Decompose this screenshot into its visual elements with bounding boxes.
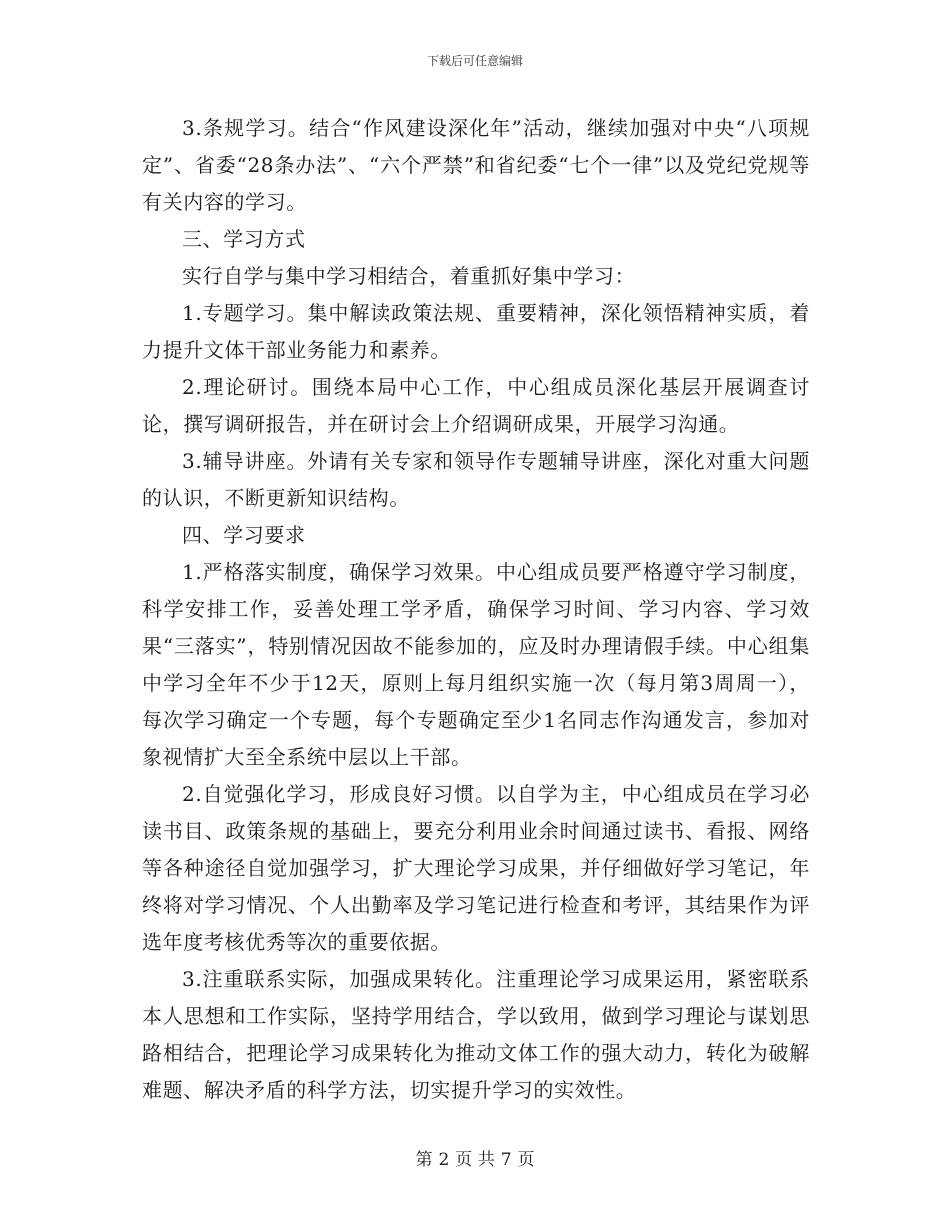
paragraph-lectures: 3.辅导讲座。外请有关专家和领导作专题辅导讲座，深化对重大问题的认识，不断更新知识结构。 xyxy=(142,449,810,510)
footer-middle: 页 共 xyxy=(455,1150,495,1170)
total-pages-number: 7 xyxy=(500,1150,512,1170)
section-heading-study-methods: 三、学习方式 xyxy=(182,227,306,251)
footer-prefix: 第 xyxy=(415,1150,433,1170)
paragraph-requirement-2: 2.自觉强化学习，形成良好习惯。以自学为主，中心组成员在学习必读书目、政策条规的基础上，要充分利用业余时间通过读书、看报、网络等各种途径自觉加强学习，扩大理论学习成果，并仔细做好学习笔记，年终将对学习情况、个人出勤率及学习笔记进行检查和考评，其结果作为评选年度考核优秀等次的重要依据。 xyxy=(142,782,810,954)
paragraph-requirement-1: 1.严格落实制度，确保学习效果。中心组成员要严格遵守学习制度，科学安排工作，妥善处理工学矛盾，确保学习时间、学习内容、学习效果“三落实”，特别情况因故不能参加的，应及时办理请假手续。中心组集中学习全年不少于12天，原则上每月组织实施一次（每月第3周周一），每次学习确定一个专题，每个专题确定至少1名同志作沟通发言，参加对象视情扩大至全系统中层以上干部。 xyxy=(142,560,810,769)
page-footer xyxy=(0,1145,950,1170)
paragraph-regulation-study: 3.条规学习。结合“作风建设深化年”活动，继续加强对中央“八项规定”、省委“28条办法”、“六个严禁”和省纪委“七个一律”以及党纪党规等有关内容的学习。 xyxy=(142,116,810,214)
paragraph-requirement-3: 3.注重联系实际，加强成果转化。注重理论学习成果运用，紧密联系本人思想和工作实际，坚持学用结合，学以致用，做到学习理论与谋划思路相结合，把理论学习成果转化为推动文体工作的强大动力，转化为破解难题、解决矛盾的科学方法，切实提升学习的实效性。 xyxy=(142,967,810,1102)
footer-suffix: 页 xyxy=(517,1150,535,1170)
current-page-number: 2 xyxy=(438,1150,450,1170)
page-header: 下载后可任意编辑 xyxy=(426,54,523,68)
paragraph-topic-study: 1.专题学习。集中解读政策法规、重要精神，深化领悟精神实质，着力提升文体干部业务能力和素养。 xyxy=(142,301,810,362)
paragraph-methods-intro: 实行自学与集中学习相结合，着重抓好集中学习： xyxy=(182,264,636,288)
paragraph-theory-discussion: 2.理论研讨。围绕本局中心工作，中心组成员深化基层开展调查讨论，撰写调研报告，并在研讨会上介绍调研成果，开展学习沟通。 xyxy=(142,375,810,436)
section-heading-study-requirements: 四、学习要求 xyxy=(182,523,306,547)
document-body xyxy=(142,110,810,1109)
